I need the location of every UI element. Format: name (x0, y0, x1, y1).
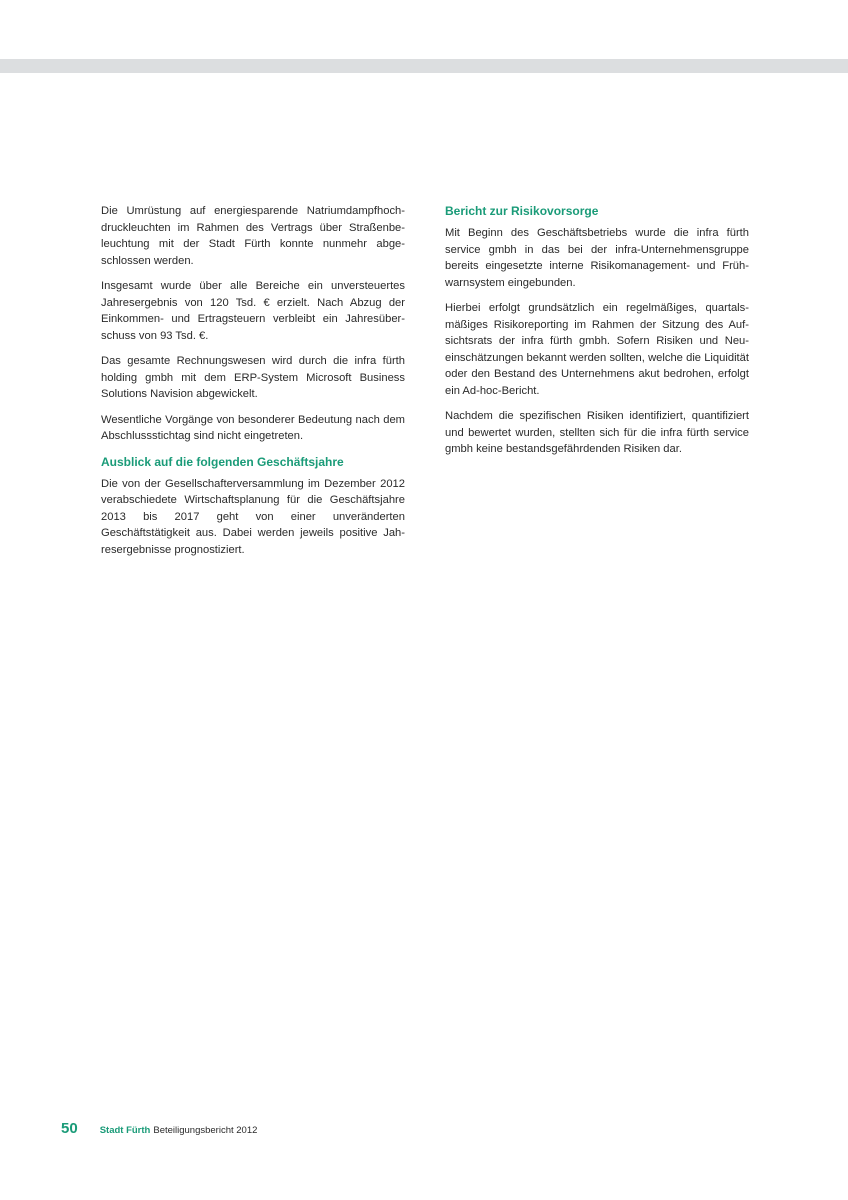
body-paragraph: Mit Beginn des Geschäftsbetriebs wurde die infra fürth service gmbh in das bei der infra-Unternehmensgruppe bereits eingesetzte interne Risikomanagement- und Frühwarnsystem eingebunden. (445, 227, 749, 289)
footer-subtitle: Beteiligungsbericht 2012 (153, 1125, 258, 1136)
body-paragraph: Die Umrüstung auf energiesparende Natriumdampfhochdruckleuchten im Rahmen des Vertrags über Straßenbeleuchtung mit der Stadt Fürth konnte nunmehr abgeschlossen werden. (101, 205, 405, 267)
footer-brand: Stadt Fürth (99, 1125, 151, 1136)
body-paragraph: Nachdem die spezifischen Risiken identifiziert, quantifiziert und bewertet wurden, stellten sich für die infra fürth service gmbh keine bestandsgefährdenden Risiken dar. (445, 410, 749, 455)
section-heading-outlook: Ausblick auf die folgenden Geschäftsjahre (101, 454, 344, 469)
page-number: 50 (61, 1120, 78, 1137)
body-paragraph: Wesentliche Vorgänge von besonderer Bedeutung nach dem Abschlussstichtag sind nicht eingetreten. (101, 413, 405, 442)
body-paragraph: Hierbei erfolgt grundsätzlich ein regelmäßiges, quartalsmäßiges Risikoreporting im Rahmen der Sitzung des Aufsichtsrats der infra fürth gmbh. Sofern Risiken und Neueinschätzungen bekannt werden sollten, welche die Liquidität oder den Bestand des Unternehmens akut bedrohen, erfolgt ein Ad-hoc-Bericht. (445, 302, 749, 397)
body-paragraph: Die von der Gesellschafterversammlung im Dezember 2012 verabschiedete Wirtschaftsplanung für die Geschäftsjahre 2013 bis 2017 geht von einer unveränderten Geschäftstätigkeit aus. Dabei werden jeweils positive Jahresergebnisse prognostiziert. (101, 477, 405, 556)
body-paragraph: Das gesamte Rechnungswesen wird durch die infra fürth holding gmbh mit dem ERP-System Microsoft Business Solutions Navision abgewickelt. (101, 355, 405, 400)
right-column (445, 203, 749, 467)
header-bar (0, 59, 848, 73)
section-heading-risk: Bericht zur Risikovorsorge (445, 204, 599, 218)
body-paragraph: Insgesamt wurde über alle Bereiche ein unversteuertes Jahresergebnis von 120 Tsd. € erzielt. Nach Abzug der Einkommen- und Ertragsteuern verbleibt ein Jahresüberschuss von 93 Tsd. €. (101, 280, 405, 342)
left-column (101, 203, 405, 567)
page-footer (61, 1120, 257, 1137)
